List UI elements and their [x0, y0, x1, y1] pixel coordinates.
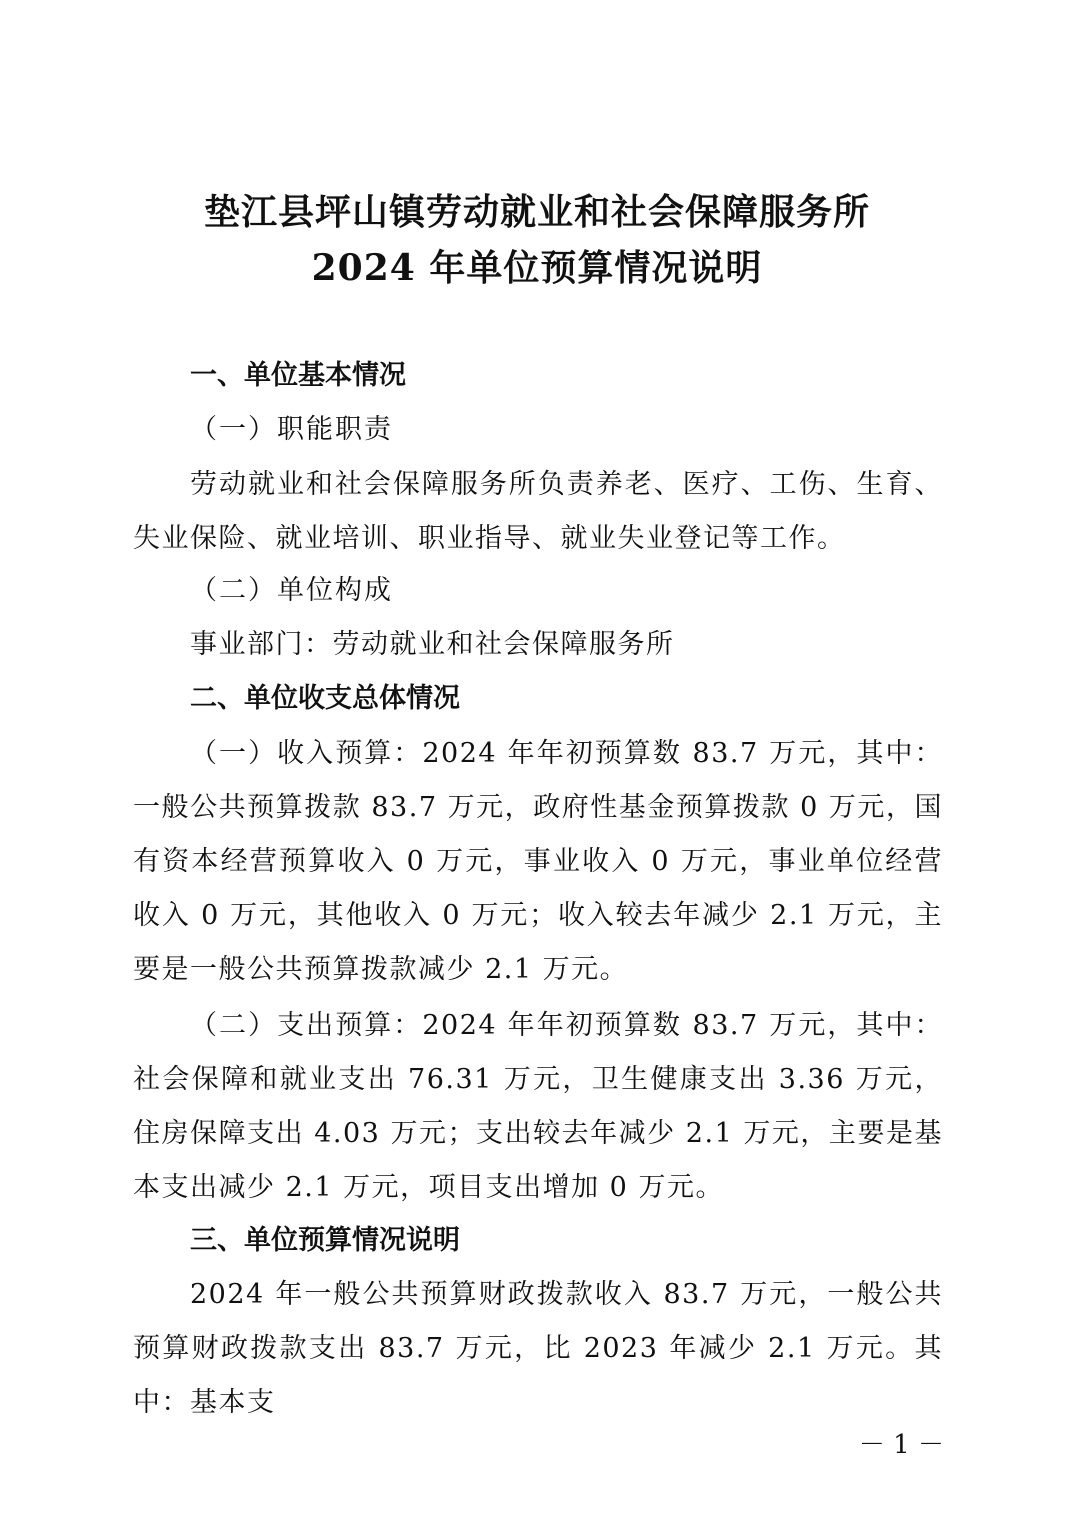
section-1-sub-1-paragraph: 劳动就业和社会保障服务所负责养老、医疗、工伤、生育、失业保险、就业培训、职业指导、就业失业登记等工作。 — [133, 469, 943, 554]
section-2-income-paragraph: （一）收入预算：2024 年年初预算数 83.7 万元，其中：一般公共预算拨款 83.7 万元，政府性基金预算拨款 0 万元，国有资本经营预算收入 0 万元，事业收入 0 万元，事业单位经营收入 0 万元，其他收入 0 万元；收入较去年减少 2.1 万元，主要是一般公共预算拨款减少 2.1 万元。 — [133, 738, 943, 985]
section-1-sub-2-paragraph: 事业部门：劳动就业和社会保障服务所 — [190, 629, 675, 660]
section-2-heading: 二、单位收支总体情况 — [190, 683, 460, 714]
section-3-paragraph: 2024 年一般公共预算财政拨款收入 83.7 万元，一般公共预算财政拨款支出 83.7 万元，比 2023 年减少 2.1 万元。其中：基本支 — [133, 1279, 943, 1418]
document-title-line-2: 2024 年单位预算情况说明 — [311, 247, 763, 289]
section-1-sub-1-heading: （一）职能职责 — [190, 414, 393, 445]
page-number: － 1 － — [858, 1430, 944, 1460]
section-1-sub-2-heading: （二）单位构成 — [190, 575, 393, 606]
section-3-heading: 三、单位预算情况说明 — [190, 1225, 460, 1256]
section-1-heading: 一、单位基本情况 — [190, 360, 406, 391]
section-2-expense-paragraph: （二）支出预算：2024 年年初预算数 83.7 万元，其中：社会保障和就业支出 76.31 万元，卫生健康支出 3.36 万元，住房保障支出 4.03 万元；支出较去年减少 2.1 万元，主要是基本支出减少 2.1 万元，项目支出增加 0 万元。 — [133, 1010, 943, 1203]
document-title-line-1: 垫江县坪山镇劳动就业和社会保障服务所 — [203, 191, 870, 233]
